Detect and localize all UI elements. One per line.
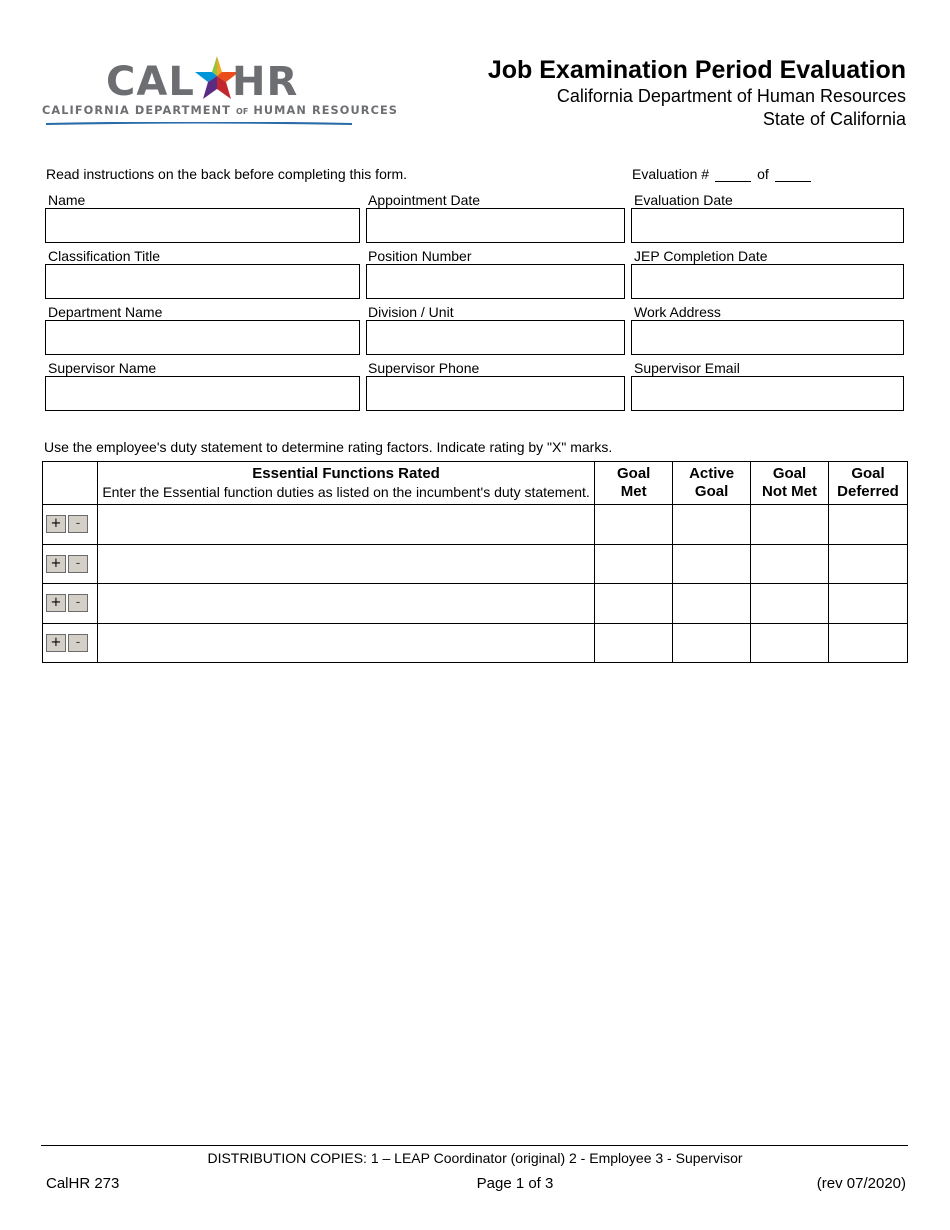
- department-subtitle: California Department of Human Resources: [556, 86, 906, 106]
- remove-row-button[interactable]: -: [68, 555, 88, 573]
- name-label: Name: [48, 192, 86, 208]
- goal-met-cell[interactable]: [595, 584, 673, 624]
- department-name-label: Department Name: [48, 304, 163, 320]
- goal-met-cell[interactable]: [595, 505, 673, 545]
- controls-header: [43, 462, 98, 505]
- distribution-copies: DISTRIBUTION COPIES: 1 – LEAP Coordinator (original) 2 - Employee 3 - Supervisor: [207, 1150, 743, 1166]
- classification-title-field[interactable]: [45, 264, 360, 299]
- calhr-logo: [40, 52, 399, 132]
- essential-function-cell[interactable]: [97, 544, 594, 584]
- row-controls: [43, 584, 98, 624]
- goal-not-met-cell[interactable]: [751, 505, 829, 545]
- essential-function-cell[interactable]: [97, 584, 594, 624]
- active-goal-cell[interactable]: [673, 584, 751, 624]
- functions-header-title: Essential Functions Rated: [252, 465, 440, 482]
- goal-met-header-line1: Goal: [616, 465, 651, 482]
- appointment-date-field[interactable]: [366, 208, 625, 243]
- row-controls: [43, 623, 98, 663]
- position-number-label: Position Number: [368, 248, 472, 264]
- table-row: [43, 505, 908, 545]
- department-name-field[interactable]: [45, 320, 360, 355]
- goal-deferred-cell[interactable]: [828, 584, 907, 624]
- goal-met-cell[interactable]: [595, 544, 673, 584]
- evaluation-total-field[interactable]: [775, 168, 811, 182]
- table-row: [43, 584, 908, 624]
- goal-met-header-line2: Met: [620, 483, 647, 500]
- row-controls: [43, 505, 98, 545]
- essential-function-cell[interactable]: [97, 623, 594, 663]
- table-row: [43, 623, 908, 663]
- evaluation-of-label: of: [757, 166, 769, 182]
- logo-subtitle-of: OF: [236, 107, 249, 116]
- evaluation-number-field[interactable]: [715, 168, 751, 182]
- goal-not-met-cell[interactable]: [751, 584, 829, 624]
- division-unit-label: Division / Unit: [368, 304, 454, 320]
- goal-not-met-cell[interactable]: [751, 623, 829, 663]
- appointment-date-label: Appointment Date: [368, 192, 481, 208]
- remove-row-button[interactable]: -: [68, 634, 88, 652]
- table-row: [43, 544, 908, 584]
- add-row-button[interactable]: +: [46, 634, 66, 652]
- classification-title-label: Classification Title: [48, 248, 161, 264]
- goal-deferred-cell[interactable]: [828, 505, 907, 545]
- supervisor-phone-field[interactable]: [366, 376, 625, 411]
- evaluation-number: [632, 166, 817, 182]
- active-goal-cell[interactable]: [673, 623, 751, 663]
- logo-subtitle-b: HUMAN RESOURCES: [253, 104, 399, 117]
- remove-row-button[interactable]: -: [68, 515, 88, 533]
- remove-row-button[interactable]: -: [68, 594, 88, 612]
- page-number: Page 1 of 3: [476, 1175, 554, 1192]
- active-goal-cell[interactable]: [673, 544, 751, 584]
- work-address-label: Work Address: [634, 304, 721, 320]
- goal-not-met-header-line1: Goal: [772, 465, 807, 482]
- goal-not-met-header-line2: Not Met: [762, 483, 818, 500]
- logo-hr-text: HR: [232, 59, 299, 105]
- rating-instructions: Use the employee's duty statement to determine rating factors. Indicate rating by "X" marks.: [44, 439, 613, 455]
- evaluation-date-field[interactable]: [631, 208, 904, 243]
- goal-deferred-header: [828, 462, 907, 505]
- logo-underline: [46, 122, 352, 125]
- footer-divider: [41, 1145, 908, 1146]
- supervisor-name-label: Supervisor Name: [48, 360, 157, 376]
- jep-completion-date-label: JEP Completion Date: [634, 248, 768, 264]
- work-address-field[interactable]: [631, 320, 904, 355]
- jep-completion-date-field[interactable]: [631, 264, 904, 299]
- logo-subtitle-a: CALIFORNIA DEPARTMENT: [42, 104, 231, 117]
- goal-deferred-header-line1: Goal: [851, 465, 885, 482]
- essential-functions-table: [42, 461, 908, 663]
- active-goal-header-line1: Active: [689, 465, 735, 482]
- essential-function-cell[interactable]: [97, 505, 594, 545]
- goal-not-met-header: [751, 462, 829, 505]
- evaluation-date-label: Evaluation Date: [634, 192, 733, 208]
- form-id: CalHR 273: [46, 1175, 120, 1192]
- division-unit-field[interactable]: [366, 320, 625, 355]
- goal-deferred-cell[interactable]: [828, 623, 907, 663]
- add-row-button[interactable]: +: [46, 555, 66, 573]
- title-block: [488, 55, 906, 131]
- state-subtitle: State of California: [762, 109, 906, 129]
- goal-deferred-cell[interactable]: [828, 544, 907, 584]
- logo-cal-text: CAL: [106, 59, 195, 105]
- supervisor-email-label: Supervisor Email: [634, 360, 740, 376]
- active-goal-header: [673, 462, 751, 505]
- supervisor-name-field[interactable]: [45, 376, 360, 411]
- functions-header: [97, 462, 594, 505]
- add-row-button[interactable]: +: [46, 594, 66, 612]
- goal-deferred-header-line2: Deferred: [837, 483, 899, 500]
- supervisor-phone-label: Supervisor Phone: [368, 360, 480, 376]
- logo-subtitle: [42, 104, 399, 117]
- row-controls: [43, 544, 98, 584]
- functions-header-subtitle: Enter the Essential function duties as listed on the incumbent's duty statement.: [102, 484, 590, 500]
- goal-met-cell[interactable]: [595, 623, 673, 663]
- revision-date: (rev 07/2020): [816, 1175, 906, 1192]
- table-header-row: [43, 462, 908, 505]
- add-row-button[interactable]: +: [46, 515, 66, 533]
- name-field[interactable]: [45, 208, 360, 243]
- page-title: Job Examination Period Evaluation: [487, 56, 906, 84]
- active-goal-cell[interactable]: [673, 505, 751, 545]
- goal-met-header: [595, 462, 673, 505]
- goal-not-met-cell[interactable]: [751, 544, 829, 584]
- active-goal-header-line2: Goal: [694, 483, 729, 500]
- supervisor-email-field[interactable]: [631, 376, 904, 411]
- evaluation-label: Evaluation #: [632, 166, 710, 182]
- form-instructions: Read instructions on the back before completing this form.: [46, 166, 408, 182]
- position-number-field[interactable]: [366, 264, 625, 299]
